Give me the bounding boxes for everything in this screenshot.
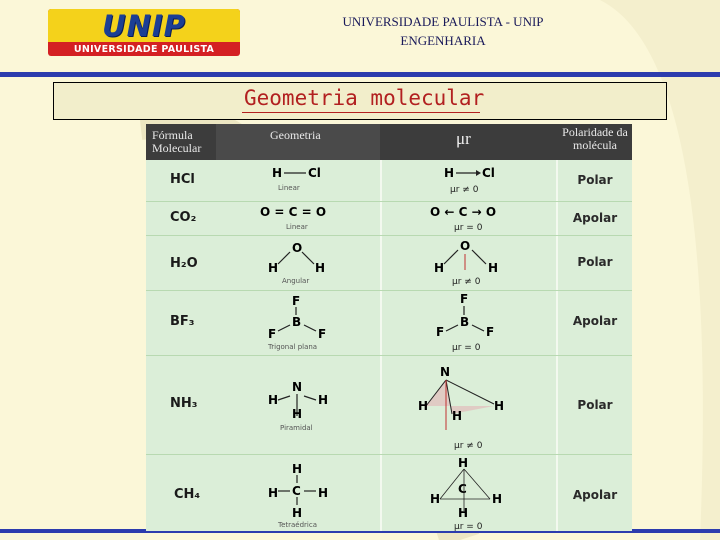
polarity-cell: Apolar (572, 211, 618, 225)
header-mu: μr (456, 129, 471, 148)
formula-cell: H₂O (170, 256, 198, 271)
svg-text:F: F (460, 292, 469, 306)
svg-text:N: N (292, 380, 303, 394)
geometry-label: Linear (286, 223, 308, 231)
table-row (146, 455, 632, 531)
structure-nh3-icon (216, 356, 380, 454)
table-header (146, 124, 632, 160)
structure-ch4-icon (216, 455, 380, 531)
svg-text:O = C = O: O = C = O (260, 205, 327, 219)
svg-text:H: H (268, 486, 279, 500)
logo-subtitle: UNIVERSIDADE PAULISTA (73, 43, 215, 55)
svg-text:H: H (318, 393, 329, 407)
svg-text:H: H (268, 393, 279, 407)
structure-hcl-icon (216, 160, 380, 201)
mu-label: μr = 0 (454, 223, 483, 233)
mu-label: μr ≠ 0 (450, 185, 479, 195)
header-line-university: UNIVERSIDADE PAULISTA - UNIP (342, 14, 544, 29)
table-row (146, 236, 632, 290)
header-divider (0, 72, 720, 77)
svg-text:O ← C → O: O ← C → O (430, 205, 497, 219)
polarity-cell: Polar (577, 173, 613, 187)
svg-text:H: H (458, 456, 469, 470)
svg-text:B: B (292, 315, 302, 329)
svg-text:F: F (486, 325, 495, 339)
svg-text:H: H (272, 166, 283, 180)
dipole-bf3-icon (382, 291, 558, 355)
svg-text:H: H (292, 506, 303, 520)
slide-title-box (53, 82, 667, 120)
svg-text:Cl: Cl (308, 166, 321, 180)
mu-label: μr = 0 (454, 522, 483, 531)
svg-text:H: H (315, 261, 326, 275)
polarity-cell: Polar (577, 398, 613, 412)
mu-label: μr ≠ 0 (452, 277, 481, 287)
header-formula: Fórmula Molecular (152, 128, 202, 155)
mu-label: μr ≠ 0 (454, 441, 483, 451)
unip-logo (48, 9, 240, 56)
svg-text:F: F (292, 294, 301, 308)
formula-cell: HCl (170, 172, 195, 187)
svg-text:H: H (268, 261, 279, 275)
svg-text:C: C (292, 484, 301, 498)
svg-text:H: H (434, 261, 445, 275)
svg-text:H: H (494, 399, 505, 413)
formula-cell: CO₂ (170, 210, 197, 225)
formula-cell: NH₃ (170, 396, 198, 411)
dipole-hcl-icon (382, 160, 558, 201)
geometry-label: Tetraédrica (278, 521, 318, 529)
molecular-geometry-table (146, 124, 632, 531)
svg-text:H: H (488, 261, 499, 275)
svg-text:Cl: Cl (482, 166, 495, 180)
header-polarity: Polaridade da molécula (562, 125, 628, 152)
header-geometry: Geometria (270, 128, 321, 142)
structure-h2o-icon (216, 236, 380, 290)
geometry-label: Angular (282, 277, 310, 285)
slide-title: Geometria molecular (244, 86, 485, 110)
svg-text:F: F (268, 327, 277, 341)
dipole-h2o-icon (382, 236, 558, 290)
svg-text:H: H (292, 407, 303, 421)
formula-cell: BF₃ (170, 314, 195, 329)
svg-text:B: B (460, 315, 470, 329)
table-row (146, 291, 632, 355)
svg-text:H: H (444, 166, 455, 180)
polarity-cell: Apolar (572, 488, 618, 502)
logo-wordmark: UNIP (102, 9, 186, 43)
svg-text:H: H (452, 409, 463, 423)
table-row (146, 160, 632, 201)
polarity-cell: Apolar (572, 314, 618, 328)
svg-text:O: O (292, 241, 303, 255)
svg-text:F: F (436, 325, 445, 339)
polarity-cell: Polar (577, 255, 613, 269)
institution-header (300, 12, 586, 50)
svg-text:N: N (440, 365, 451, 379)
svg-text:H: H (430, 492, 441, 506)
title-underline (242, 112, 480, 113)
table-row (146, 356, 632, 454)
svg-text:O: O (460, 239, 471, 253)
dipole-nh3-icon (382, 356, 558, 454)
geometry-label: Linear (278, 184, 300, 192)
dipole-ch4-icon (382, 455, 558, 531)
formula-cell: CH₄ (174, 487, 201, 502)
svg-text:H: H (418, 399, 429, 413)
structure-co2-icon (216, 202, 380, 235)
structure-bf3-icon (216, 291, 380, 355)
svg-text:H: H (318, 486, 329, 500)
svg-text:H: H (458, 506, 469, 520)
header-line-course: ENGENHARIA (400, 33, 486, 48)
mu-label: μr = 0 (452, 343, 481, 353)
table-row (146, 202, 632, 235)
svg-text:F: F (318, 327, 327, 341)
svg-text:H: H (292, 462, 303, 476)
geometry-label: Piramidal (280, 424, 313, 432)
dipole-co2-icon (382, 202, 558, 235)
svg-text:H: H (492, 492, 503, 506)
geometry-label: Trigonal plana (268, 343, 318, 351)
svg-text:C: C (458, 482, 467, 496)
